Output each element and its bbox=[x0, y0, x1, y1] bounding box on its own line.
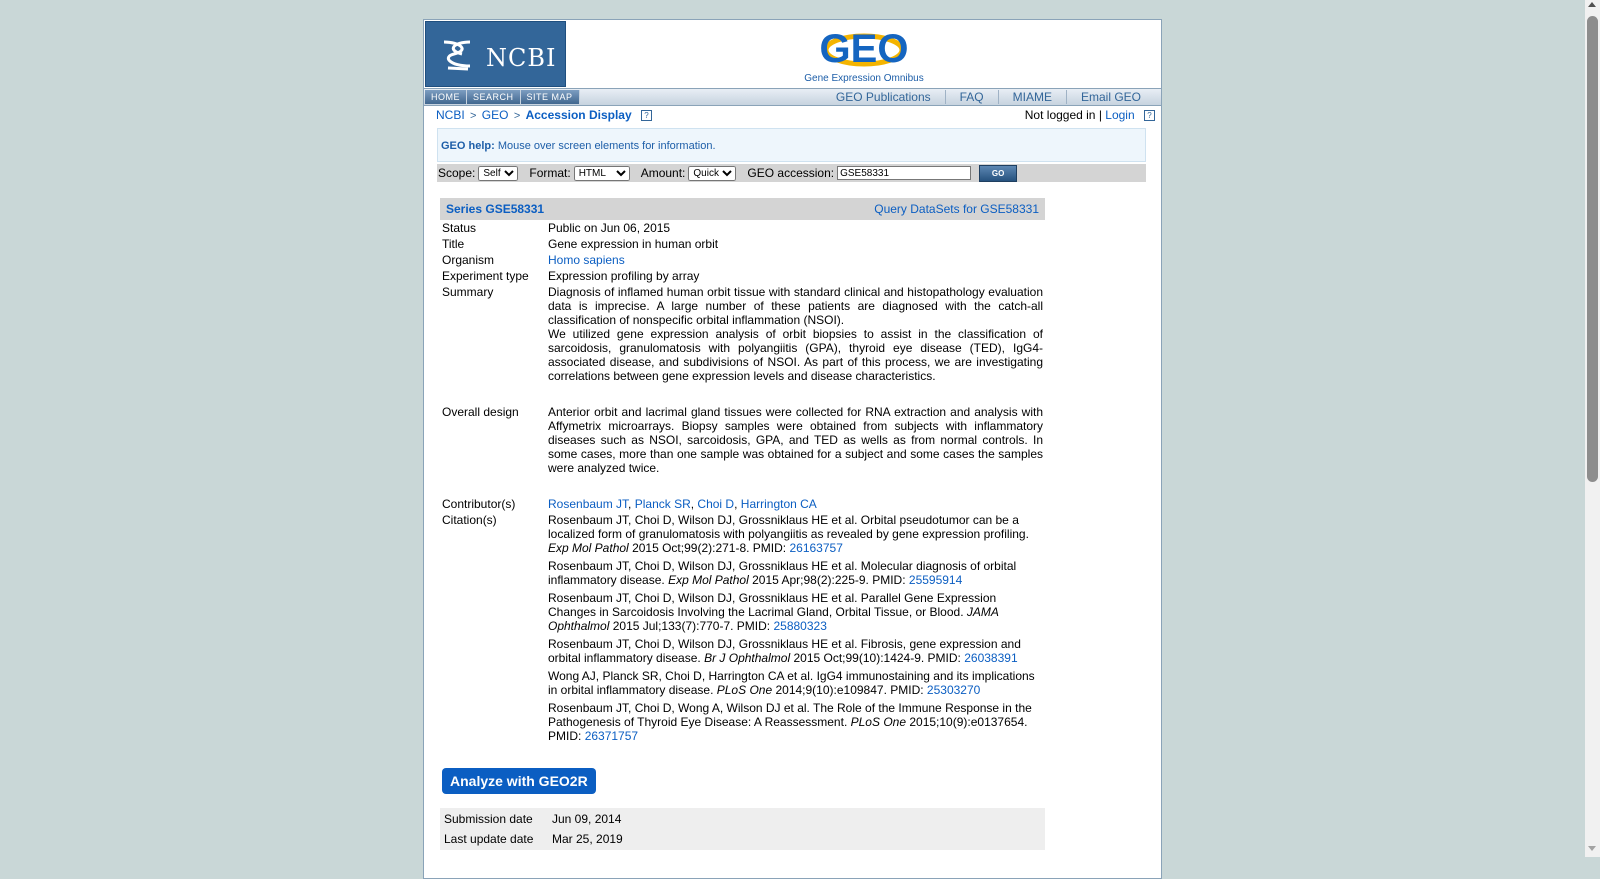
summary-paragraph-1: Diagnosis of inflamed human orbit tissue with standard clinical and histopathology evaluation data is imprecise. A large number of these patients are diagnosed with the catch-all classification of nonspecific orbital inflammation (NSOI). bbox=[548, 285, 1043, 327]
page-container bbox=[423, 19, 1162, 879]
table-row bbox=[440, 404, 1045, 496]
geo-help-label: GEO help: bbox=[441, 140, 495, 152]
table-row bbox=[442, 810, 1043, 828]
vertical-scrollbar[interactable] bbox=[1585, 0, 1600, 857]
scrollbar-thumb[interactable] bbox=[1587, 16, 1598, 482]
scroll-up-arrow-icon[interactable] bbox=[1588, 2, 1596, 7]
series-title: Series GSE58331 bbox=[446, 202, 545, 216]
go-button[interactable]: GO bbox=[979, 165, 1017, 182]
title-value: Gene expression in human orbit bbox=[548, 237, 719, 251]
query-datasets-link[interactable]: Query DataSets for GSE58331 bbox=[874, 202, 1039, 216]
pmid-link[interactable]: 26163757 bbox=[789, 541, 843, 555]
table-row bbox=[440, 512, 1045, 748]
geo-accession-label: GEO accession: bbox=[747, 166, 835, 180]
contributor-link[interactable]: Rosenbaum JT bbox=[548, 497, 629, 511]
organism-label: Organism bbox=[442, 253, 495, 267]
nav-faq-link[interactable]: FAQ bbox=[945, 90, 998, 104]
breadcrumb bbox=[436, 108, 652, 122]
format-select[interactable] bbox=[574, 166, 630, 181]
organism-link[interactable]: Homo sapiens bbox=[548, 253, 625, 267]
accession-form bbox=[437, 164, 1146, 182]
ncbi-logo[interactable] bbox=[425, 21, 566, 87]
contributor-link[interactable]: Planck SR bbox=[634, 497, 691, 511]
overall-design-label: Overall design bbox=[442, 405, 519, 419]
breadcrumb-separator: > bbox=[513, 110, 521, 122]
login-area bbox=[1025, 108, 1155, 122]
pmid-link[interactable]: 25595914 bbox=[908, 573, 963, 587]
breadcrumb-separator: > bbox=[470, 110, 477, 122]
table-row bbox=[440, 284, 1045, 404]
amount-label: Amount: bbox=[640, 166, 686, 180]
pmid-link[interactable]: 26038391 bbox=[964, 651, 1018, 665]
pmid-link[interactable]: 25880323 bbox=[773, 619, 827, 633]
nav-miame-link[interactable]: MIAME bbox=[998, 90, 1066, 104]
summary-paragraph-2: We utilized gene expression analysis of orbit biopsies to assist in the classification of sarcoidosis, granulomatosis with polyangiitis (GPA), thyroid eye disease (TED), IgG4-associated disease, and subdivisions of NSOI. As part of this process, we are investigating correlations between gene expression levels and disease characteristics. bbox=[548, 327, 1043, 383]
dates-table bbox=[440, 808, 1045, 850]
login-link[interactable]: Login bbox=[1105, 108, 1135, 122]
experiment-type-value: Expression profiling by array bbox=[548, 269, 700, 283]
ncbi-helix-icon bbox=[440, 36, 476, 74]
table-row bbox=[440, 220, 1045, 236]
title-label: Title bbox=[442, 237, 465, 251]
scope-select[interactable] bbox=[478, 166, 518, 181]
last-update-value: Mar 25, 2019 bbox=[552, 832, 623, 846]
contributors-list: Rosenbaum JT, Planck SR, Choi D, Harrington CA bbox=[548, 497, 817, 511]
nav-site-map-button[interactable]: SITE MAP bbox=[521, 90, 580, 104]
geo-logo-text: GEO bbox=[819, 27, 909, 71]
nav-email-geo-link[interactable]: Email GEO bbox=[1066, 90, 1155, 104]
contributor-link[interactable]: Harrington CA bbox=[740, 497, 817, 511]
submission-date-value: Jun 09, 2014 bbox=[552, 812, 622, 826]
summary-label: Summary bbox=[442, 285, 494, 299]
experiment-type-label: Experiment type bbox=[442, 269, 529, 283]
geo-help-text: Mouse over screen elements for information. bbox=[497, 140, 716, 152]
breadcrumb-ncbi-link[interactable]: NCBI bbox=[436, 108, 465, 122]
series-section bbox=[440, 198, 1045, 850]
overall-design-value: Anterior orbit and lacrimal gland tissues were collected for RNA extraction and analysis with Affymetrix microarrays. Biopsy samples were obtained from subjects with inflammatory diseases such as NSOI, sarcoidosis, GPA, and TED as wells as from normal controls. In some cases, more than one sample was obtained for a subject and some cases the samples were analyzed twice. bbox=[548, 405, 1043, 475]
pmid-link[interactable]: 26371757 bbox=[584, 729, 639, 743]
table-row bbox=[440, 268, 1045, 284]
submission-date-label: Submission date bbox=[444, 812, 533, 826]
analyze-geo2r-button[interactable]: Analyze with GEO2R bbox=[442, 768, 596, 794]
table-row bbox=[440, 236, 1045, 252]
geo-accession-input[interactable] bbox=[837, 166, 971, 180]
amount-select[interactable] bbox=[688, 166, 736, 181]
table-row bbox=[440, 496, 1045, 512]
geo-logo-subtitle: Gene Expression Omnibus bbox=[804, 73, 924, 84]
table-row bbox=[442, 830, 1043, 848]
citations-list bbox=[546, 512, 1045, 748]
geo-logo-graphic bbox=[804, 26, 924, 72]
geo-help-box bbox=[437, 128, 1146, 162]
citation-item: Rosenbaum JT, Choi D, Wilson DJ, Grossniklaus HE et al. Fibrosis, gene expression and orbital inflammatory disease. Br J Ophthalmol 2015 Oct;99(10):1424-9. PMID: 26038391 bbox=[548, 637, 1021, 665]
geo-logo[interactable] bbox=[789, 26, 939, 84]
citation-item: Rosenbaum JT, Choi D, Wilson DJ, Grossniklaus HE et al. Parallel Gene Expression Changes in Sarcoidosis Involving the Lacrimal Gland, Orbital Tissue, or Blood. JAMA Ophthalmol 2015 Jul;133(7):770-7. PMID: 25880323 bbox=[548, 591, 999, 633]
citation-item: Rosenbaum JT, Choi D, Wilson DJ, Grossniklaus HE et al. Orbital pseudotumor can be a localized form of granulomatosis with polyangiitis as revealed by gene expression profiling. Exp Mol Pathol 2015 Oct;99(2):271-8. PMID: 26163757 bbox=[548, 513, 1029, 555]
nav-home-button[interactable]: HOME bbox=[425, 90, 467, 104]
status-label: Status bbox=[442, 221, 477, 235]
citations-label: Citation(s) bbox=[442, 513, 497, 527]
top-navigation bbox=[424, 88, 1161, 106]
scope-label: Scope: bbox=[438, 166, 476, 180]
breadcrumb-geo-link[interactable]: GEO bbox=[481, 108, 509, 122]
citation-item: Wong AJ, Planck SR, Choi D, Harrington CA et al. IgG4 immunostaining and its implications in orbital inflammatory disease. PLoS One 2014;9(10):e109847. PMID: 25303270 bbox=[548, 669, 1035, 697]
nav-geo-publications-link[interactable]: GEO Publications bbox=[835, 90, 931, 104]
citation-item: Rosenbaum JT, Choi D, Wilson DJ, Grossniklaus HE et al. Molecular diagnosis of orbital inflammatory disease. Exp Mol Pathol 2015 Apr;98(2):225-9. PMID: 25595914 bbox=[548, 559, 1017, 587]
help-question-icon[interactable]: ? bbox=[641, 110, 652, 121]
login-status: Not logged in | bbox=[1024, 108, 1102, 122]
citation-item: Rosenbaum JT, Choi D, Wong A, Wilson DJ et al. The Role of the Immune Response in the Pathogenesis of Thyroid Eye Disease: A Reassessment. PLoS One 2015;10(9):e0137654. PMID: 26371757 bbox=[548, 701, 1032, 743]
contributor-link[interactable]: Choi D bbox=[697, 497, 735, 511]
table-row bbox=[440, 252, 1045, 268]
format-label: Format: bbox=[529, 166, 571, 180]
breadcrumb-current: Accession Display bbox=[525, 108, 632, 122]
status-value: Public on Jun 06, 2015 bbox=[548, 221, 671, 235]
last-update-label: Last update date bbox=[444, 832, 534, 846]
contributors-label: Contributor(s) bbox=[442, 497, 516, 511]
pmid-link[interactable]: 25303270 bbox=[926, 683, 981, 697]
series-info-table bbox=[440, 220, 1045, 748]
scroll-down-arrow-icon[interactable] bbox=[1588, 846, 1596, 851]
ncbi-logo-text: NCBI bbox=[486, 44, 557, 72]
login-help-question-icon[interactable]: ? bbox=[1144, 110, 1155, 121]
series-header bbox=[440, 198, 1045, 220]
nav-search-button[interactable]: SEARCH bbox=[467, 90, 521, 104]
